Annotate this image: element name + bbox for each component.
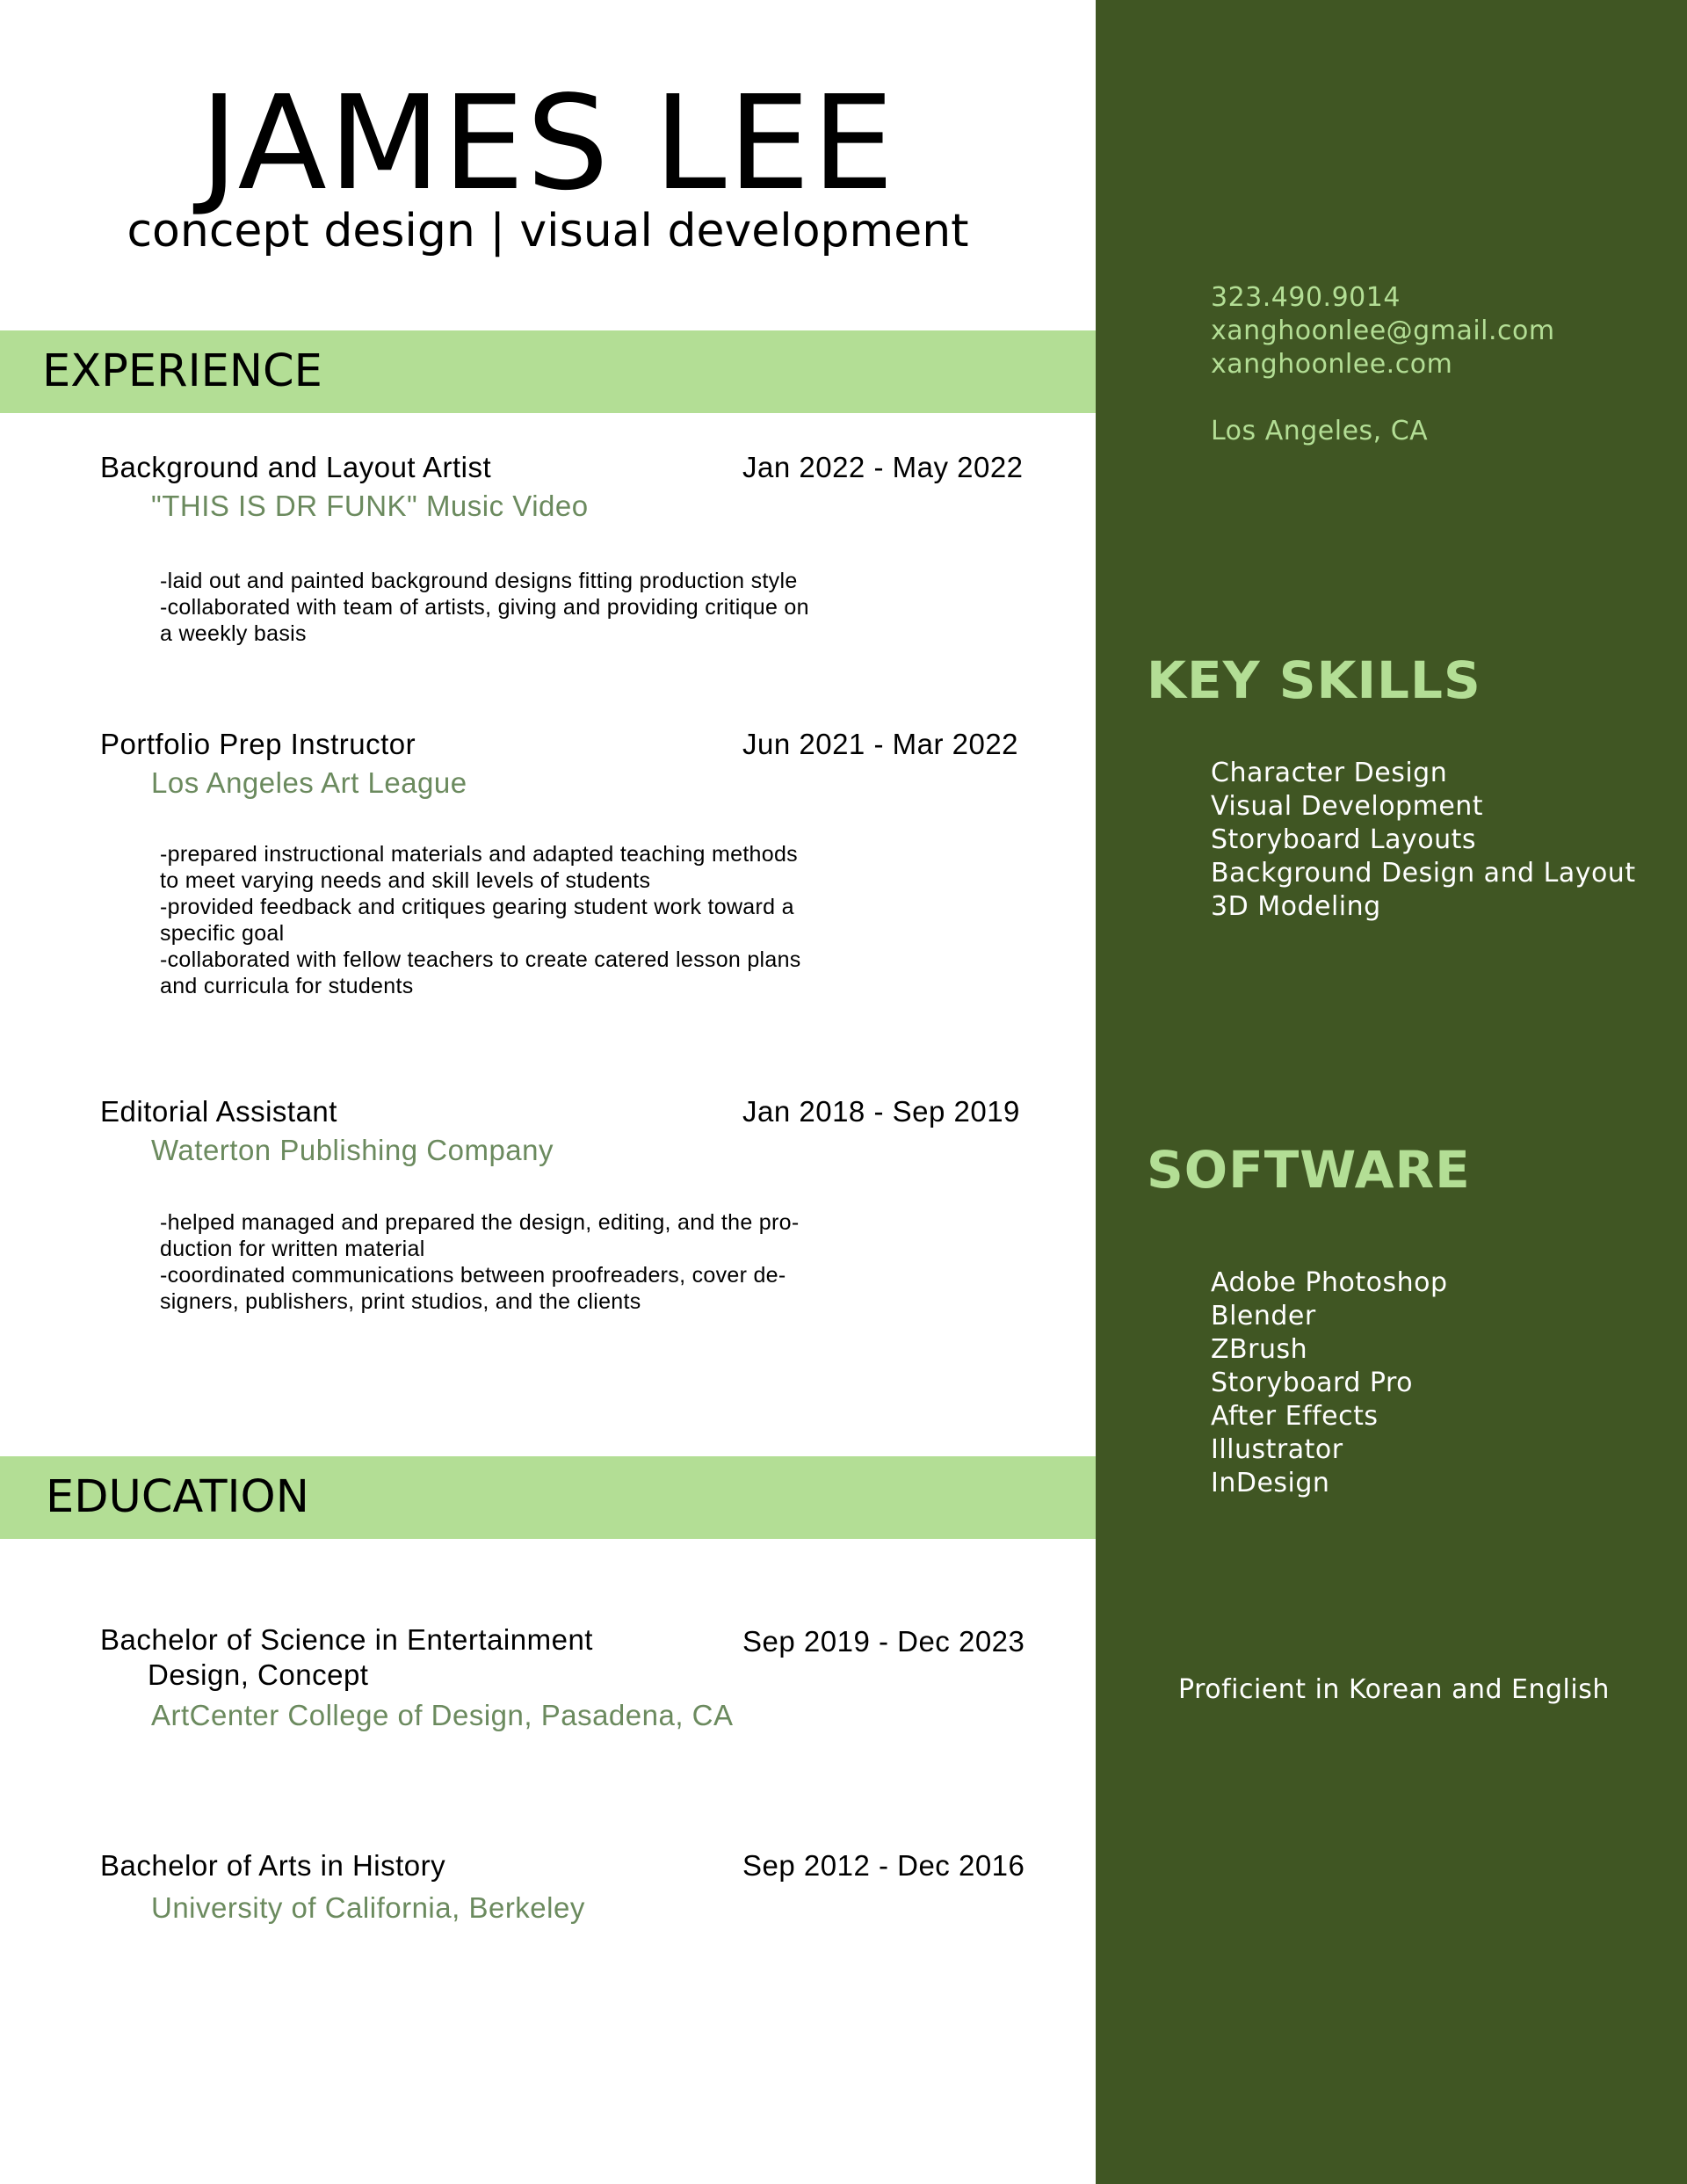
key-skills-heading: KEY SKILLS bbox=[1147, 650, 1481, 710]
software-item: ZBrush bbox=[1211, 1334, 1308, 1365]
job-dates: Jan 2018 - Sep 2019 bbox=[742, 1095, 1020, 1128]
candidate-tagline: concept design | visual development bbox=[127, 205, 969, 258]
job-organization: Waterton Publishing Company bbox=[151, 1134, 554, 1166]
degree-school: ArtCenter College of Design, Pasadena, CA bbox=[151, 1699, 734, 1731]
job-description-line: -collaborated with team of artists, giving and providing critique on bbox=[160, 595, 809, 620]
experience-section-band bbox=[0, 330, 1096, 413]
contact-website[interactable]: xanghoonlee.com bbox=[1211, 349, 1453, 380]
software-item: Blender bbox=[1211, 1301, 1316, 1331]
job-description-line: signers, publishers, print studios, and the clients bbox=[160, 1289, 641, 1314]
skill-item: Visual Development bbox=[1211, 791, 1484, 822]
degree-dates: Sep 2019 - Dec 2023 bbox=[742, 1625, 1025, 1658]
contact-location: Los Angeles, CA bbox=[1211, 416, 1429, 446]
software-item: Illustrator bbox=[1211, 1434, 1343, 1465]
experience-heading: EXPERIENCE bbox=[42, 345, 322, 397]
job-organization: Los Angeles Art League bbox=[151, 766, 467, 799]
contact-block bbox=[1211, 281, 1555, 448]
candidate-name: JAMES LEE bbox=[199, 68, 896, 219]
software-list bbox=[1211, 1266, 1448, 1500]
key-skills-list bbox=[1211, 757, 1636, 924]
education-section-band bbox=[0, 1456, 1096, 1539]
software-item: Storyboard Pro bbox=[1211, 1368, 1414, 1398]
education-heading: EDUCATION bbox=[46, 1471, 309, 1523]
job-title: Background and Layout Artist bbox=[100, 451, 492, 483]
job-description-line: -helped managed and prepared the design, editing, and the pro- bbox=[160, 1210, 800, 1235]
job-description bbox=[160, 841, 933, 999]
software-item: After Effects bbox=[1211, 1401, 1379, 1432]
job-dates: Jun 2021 - Mar 2022 bbox=[742, 728, 1019, 760]
job-title: Editorial Assistant bbox=[100, 1095, 337, 1128]
job-description-line: to meet varying needs and skill levels of students bbox=[160, 868, 651, 893]
job-description bbox=[160, 568, 933, 647]
degree-title-line: Design, Concept bbox=[148, 1658, 369, 1691]
job-description-line: -collaborated with fellow teachers to create catered lesson plans bbox=[160, 947, 801, 972]
job-description-line: -coordinated communications between proofreaders, cover de- bbox=[160, 1263, 786, 1288]
degree-title-line: Bachelor of Science in Entertainment bbox=[100, 1623, 593, 1656]
job-organization: "THIS IS DR FUNK" Music Video bbox=[151, 490, 589, 522]
degree-school: University of California, Berkeley bbox=[151, 1891, 585, 1924]
job-dates: Jan 2022 - May 2022 bbox=[742, 451, 1024, 483]
degree-dates: Sep 2012 - Dec 2016 bbox=[742, 1849, 1025, 1882]
software-heading: SOFTWARE bbox=[1147, 1140, 1471, 1200]
job-description bbox=[160, 1209, 933, 1315]
job-description-line: and curricula for students bbox=[160, 974, 414, 998]
contact-phone: 323.490.9014 bbox=[1211, 282, 1401, 313]
job-description-line: -provided feedback and critiques gearing student work toward a bbox=[160, 895, 794, 919]
languages-text: Proficient in Korean and English bbox=[1178, 1674, 1610, 1705]
skill-item: 3D Modeling bbox=[1211, 891, 1381, 922]
job-description-line: a weekly basis bbox=[160, 621, 307, 646]
job-description-line: -laid out and painted background designs fitting production style bbox=[160, 569, 798, 593]
skill-item: Storyboard Layouts bbox=[1211, 824, 1477, 855]
software-item: InDesign bbox=[1211, 1468, 1330, 1498]
skill-item: Character Design bbox=[1211, 758, 1448, 788]
contact-email[interactable]: xanghoonlee@gmail.com bbox=[1211, 316, 1555, 346]
job-description-line: specific goal bbox=[160, 921, 285, 946]
software-item: Adobe Photoshop bbox=[1211, 1267, 1448, 1298]
degree-title bbox=[100, 1622, 593, 1693]
skill-item: Background Design and Layout bbox=[1211, 858, 1636, 889]
job-title: Portfolio Prep Instructor bbox=[100, 728, 416, 760]
degree-title: Bachelor of Arts in History bbox=[100, 1849, 446, 1882]
job-description-line: duction for written material bbox=[160, 1237, 425, 1261]
job-description-line: -prepared instructional materials and adapted teaching methods bbox=[160, 842, 798, 867]
languages-note bbox=[1178, 1673, 1610, 1707]
